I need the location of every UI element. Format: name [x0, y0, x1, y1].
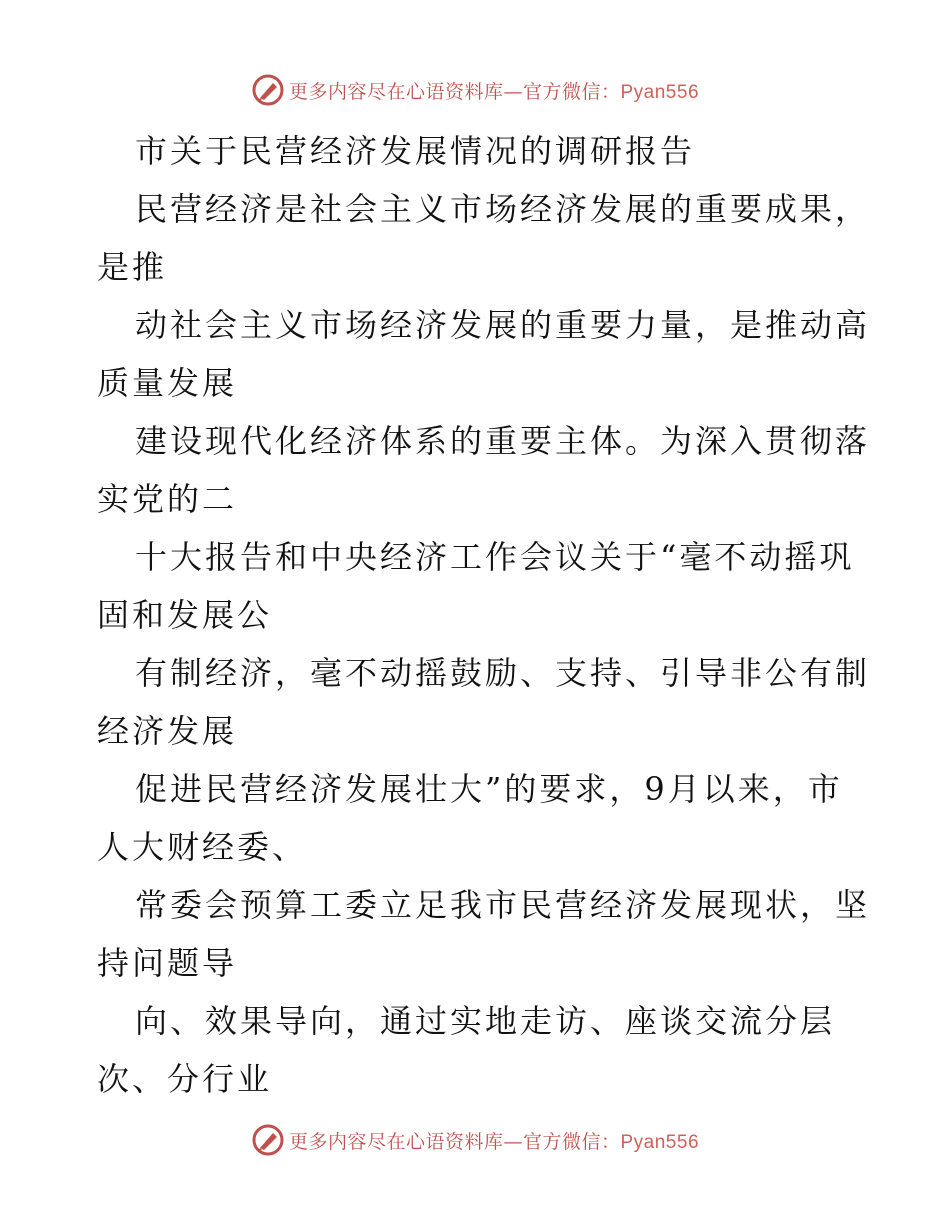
doc-line: 动社会主义市场经济发展的重要力量，是推动高	[135, 306, 871, 344]
doc-line: 是推	[97, 248, 168, 286]
doc-line: 市关于民营经济发展情况的调研报告	[135, 132, 696, 170]
doc-line: 促进民营经济发展壮大”的要求，9月以来，市	[135, 770, 843, 808]
doc-line: 次、分行业	[97, 1060, 273, 1098]
footer-watermark	[0, 1120, 950, 1160]
doc-line: 质量发展	[97, 364, 238, 402]
doc-line: 十大报告和中央经济工作会议关于“毫不动摇巩	[135, 538, 855, 576]
doc-line: 持问题导	[97, 944, 238, 982]
document-body	[97, 122, 871, 1108]
doc-line: 经济发展	[97, 712, 238, 750]
watermark-text: 更多内容尽在心语资料库—官方微信：Pyan556	[288, 1130, 700, 1153]
doc-line: 民营经济是社会主义市场经济发展的重要成果，	[135, 190, 871, 228]
pen-logo-icon	[251, 73, 285, 107]
doc-line: 建设现代化经济体系的重要主体。为深入贯彻落	[135, 422, 871, 460]
doc-line: 实党的二	[97, 480, 238, 518]
pen-logo-icon	[251, 1123, 285, 1157]
header-watermark	[0, 70, 950, 110]
watermark-text: 更多内容尽在心语资料库—官方微信：Pyan556	[288, 80, 700, 103]
doc-line: 人大财经委、	[97, 828, 308, 866]
doc-line: 固和发展公	[97, 596, 273, 634]
watermark-handle: Pyan556	[620, 1131, 700, 1153]
doc-line: 向、效果导向，通过实地走访、座谈交流分层	[135, 1002, 836, 1040]
doc-line: 有制经济，毫不动摇鼓励、支持、引导非公有制	[135, 654, 871, 692]
doc-line: 常委会预算工委立足我市民营经济发展现状，坚	[135, 886, 871, 924]
watermark-handle: Pyan556	[620, 81, 700, 103]
